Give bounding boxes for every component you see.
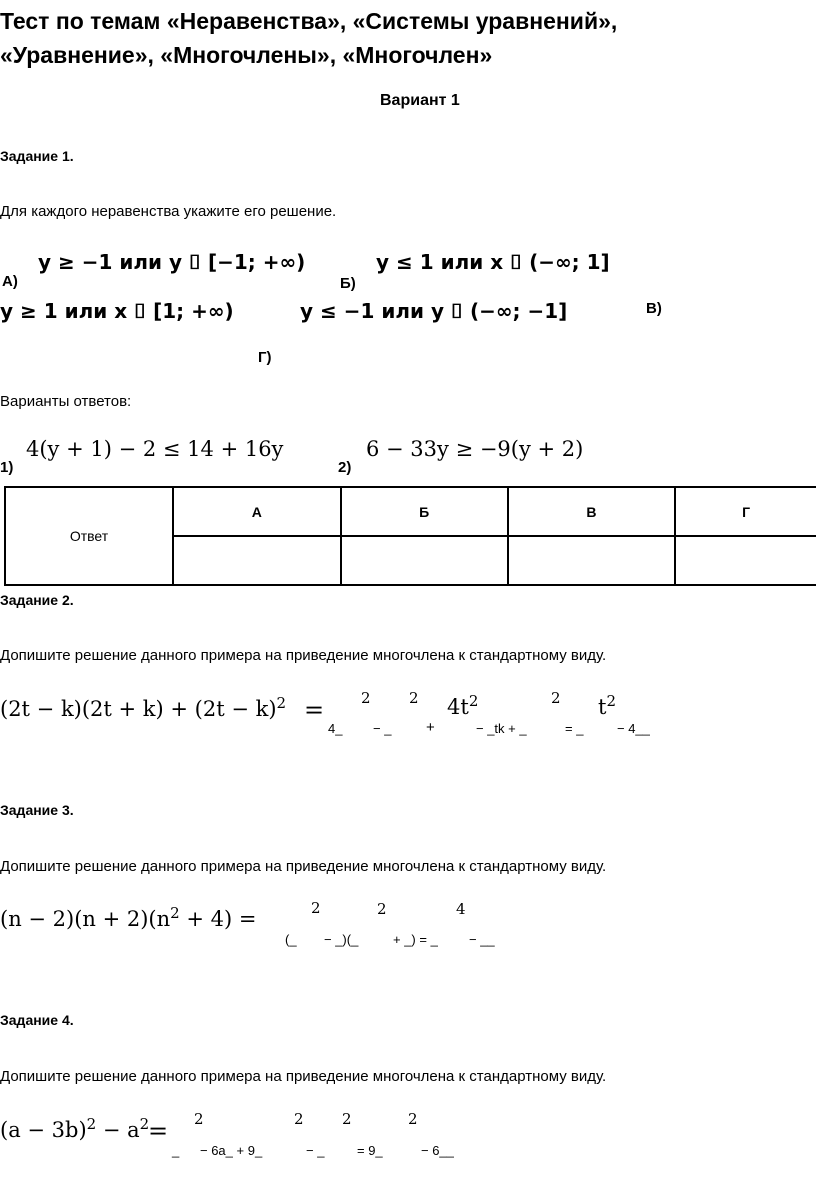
task4-blank-5: − 6__ [421,1143,454,1158]
task3-blank-3: + _) = _ [393,932,438,947]
task4-sup-4: 2 [408,1110,418,1128]
label-b: Б) [340,275,356,292]
task4-expr-sup: 2 [86,1115,97,1133]
task3-blank-1: (_ [285,932,297,947]
task2-sup-3: 2 [551,689,561,707]
task2-term-4t-text: 4t [447,695,469,719]
answer-cell-v[interactable] [508,536,676,585]
solution-v: y ≥ 1 или x ⌷ [1; +∞) [0,299,234,323]
task2-sup-2: 2 [409,689,419,707]
task2-expression [0,694,286,721]
task4-blank-4: = 9_ [357,1143,383,1158]
task3-blank-2: − _)(_ [324,932,359,947]
task3-sup-1: 2 [311,899,321,917]
task3-sup-2: 2 [377,900,387,918]
doc-title-line2: «Уравнение», «Многочлены», «Многочлен» [0,42,493,68]
inequality-2: 6 − 33y ≥ −9(y + 2) [366,437,584,461]
task2-expr-sup: 2 [276,694,287,712]
task4-blank-1: _ [172,1143,180,1158]
answer-header-g: Г [675,487,816,536]
task4-heading: Задание 4. [0,1012,74,1028]
answer-row-label: Ответ [5,487,173,585]
task4-sup-2: 2 [294,1110,304,1128]
task2-equals: = [304,696,325,724]
task4-equals: = [148,1117,169,1145]
task2-blank-1: 4_ [328,721,343,736]
solution-a: y ≥ −1 или y ⌷ [−1; +∞) [38,250,306,274]
inequality-1: 4(y + 1) − 2 ≤ 14 + 16y [26,437,284,461]
task3-heading: Задание 3. [0,802,74,818]
answer-cell-b[interactable] [341,536,508,585]
inequality-1-label: 1) [0,459,14,476]
label-a: А) [2,273,18,290]
answer-header-v: В [508,487,676,536]
label-v: В) [646,300,662,317]
task2-sup-1: 2 [361,689,371,707]
task4-expr-text: (a − 3b) [0,1118,87,1142]
label-g: Г) [258,349,272,366]
answer-cell-a[interactable] [173,536,341,585]
task2-term-t-text: t [598,695,607,719]
task4-sup-1: 2 [194,1110,204,1128]
variant-label: Вариант 1 [380,92,460,109]
solution-g: y ≤ −1 или y ⌷ (−∞; −1] [300,299,568,323]
task2-blank-6: − 4__ [617,721,650,736]
task2-term-4t [447,692,478,719]
answer-table [4,486,816,586]
task2-heading: Задание 2. [0,592,74,608]
inequality-2-label: 2) [338,459,352,476]
task4-expr-sup2: 2 [139,1115,150,1133]
task4-sup-3: 2 [342,1110,352,1128]
task3-expr-sup: 2 [170,904,180,922]
task2-blank-3: + [426,719,435,736]
task4-blank-3: − _ [306,1143,325,1158]
task1-instruction: Для каждого неравенства укажите его решение. [0,203,337,220]
task3-sup-3: 4 [456,900,466,918]
task2-term-t [598,692,616,719]
task4-instruction: Допишите решение данного примера на приведение многочлена к стандартному виду. [0,1068,607,1085]
task2-expr-text: (2t − k)(2t + k) + (2t − k) [0,697,277,721]
doc-title-line1: Тест по темам «Неравенства», «Системы уравнений», [0,8,618,34]
task3-expr-text: (n − 2)(n + 2)(n [0,907,171,931]
task3-instruction: Допишите решение данного примера на приведение многочлена к стандартному виду. [0,858,607,875]
task2-blank-5: = _ [565,721,584,736]
solution-b: y ≤ 1 или x ⌷ (−∞; 1] [376,250,610,274]
task4-expr-mid: − a [96,1118,140,1142]
task1-heading: Задание 1. [0,148,74,164]
task2-blank-4: − _tk + _ [476,721,527,736]
task2-term-t-sup: 2 [606,692,616,710]
task3-blank-4: − __ [469,932,495,947]
answer-cell-g[interactable] [675,536,816,585]
task2-blank-2: − _ [373,721,392,736]
answer-header-a: А [173,487,341,536]
answer-header-b: Б [341,487,508,536]
task4-blank-2: − 6a_ + 9_ [200,1143,263,1158]
answers-heading: Варианты ответов: [0,393,132,410]
task2-term-4t-sup: 2 [468,692,479,710]
task2-instruction: Допишите решение данного примера на приведение многочлена к стандартному виду. [0,647,607,664]
task3-expr-tail: + 4) = [179,907,257,931]
task4-expression [0,1115,149,1142]
task3-expression [0,904,256,931]
